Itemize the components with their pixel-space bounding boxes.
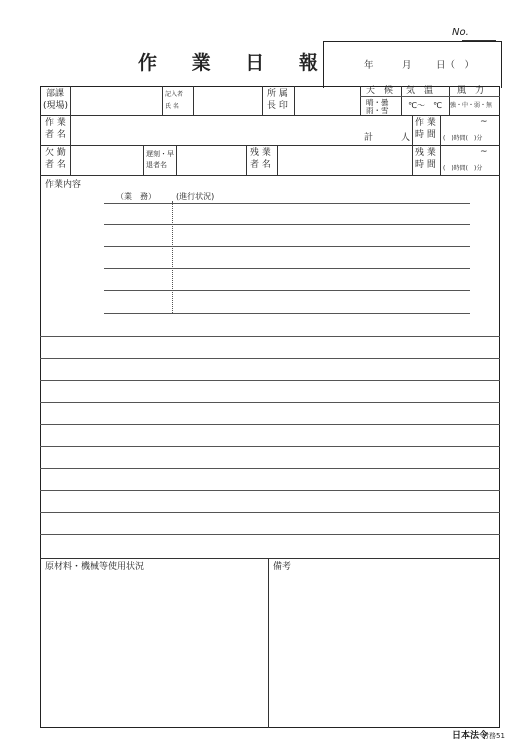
wind-label: 風 力 — [457, 86, 485, 96]
work-entry-line — [104, 224, 470, 225]
work-hours-sub-label: 時 間 — [415, 130, 436, 140]
worker-name-label: 者 名 — [45, 130, 66, 140]
cell-divider — [143, 145, 144, 175]
work-entry-line — [104, 313, 470, 314]
cell-divider — [401, 86, 402, 115]
publisher-logo: 日本法令 — [452, 731, 489, 741]
cell-divider — [277, 145, 278, 175]
row-divider — [40, 145, 500, 146]
cell-divider — [294, 86, 295, 115]
ruled-line — [40, 424, 500, 425]
writer-label: 記入者 — [165, 91, 184, 98]
dept-label: 部課 — [46, 89, 65, 99]
work-entry-line — [104, 290, 470, 291]
materials-label: 原材料・機械等使用状況 — [45, 562, 145, 572]
work-content-label: 作業内容 — [45, 180, 82, 190]
cell-divider — [412, 115, 413, 145]
cell-divider — [70, 115, 71, 145]
work-hours-label: 作 業 — [415, 118, 436, 128]
ruled-line — [40, 490, 500, 491]
overtime-hours-label: 残 業 — [415, 148, 436, 158]
ruled-line — [40, 402, 500, 403]
work-entry-line — [104, 203, 470, 204]
cell-divider — [449, 86, 450, 115]
temperature-label: 気 温 — [406, 86, 434, 96]
ruled-line — [40, 534, 500, 535]
temperature-range: ℃～ ℃ — [408, 101, 442, 110]
date-box — [323, 41, 502, 88]
cell-divider — [440, 115, 441, 145]
weather-values: 雨・雪 — [366, 106, 389, 115]
row-divider — [40, 175, 500, 176]
cell-divider — [162, 86, 163, 115]
ruled-line — [40, 468, 500, 469]
form-code: 労務51 — [482, 732, 505, 740]
late-early-label: 遅刻・早 — [146, 150, 174, 158]
dept-sub-label: (現場) — [43, 101, 69, 111]
cell-divider — [360, 86, 361, 115]
writer-name-label: 氏 名 — [165, 103, 179, 110]
cell-divider — [176, 145, 177, 175]
bottom-section-divider — [40, 558, 500, 559]
late-early-name-label: 退者名 — [146, 161, 167, 169]
cell-divider — [193, 86, 194, 115]
bottom-column-divider — [268, 558, 269, 728]
work-column-divider — [172, 201, 173, 313]
cell-divider — [262, 86, 263, 115]
number-label: No. — [452, 27, 469, 38]
overtime-hours-tilde: ~ — [480, 147, 488, 157]
overtime-hours-sub-label: 時 間 — [415, 160, 436, 170]
cell-divider — [246, 145, 247, 175]
absent-name-label: 者 名 — [45, 160, 66, 170]
ruled-line — [40, 336, 500, 337]
absent-label: 欠 勤 — [45, 148, 66, 158]
remarks-label: 備考 — [273, 562, 292, 572]
cell-divider — [70, 86, 71, 115]
cell-divider — [70, 145, 71, 175]
cell-divider — [412, 145, 413, 175]
person-unit: 人 — [401, 133, 411, 143]
row-divider — [40, 115, 500, 116]
cell-divider — [440, 145, 441, 175]
weather-values: 晴・曇 — [366, 98, 389, 107]
month-label: 月 — [402, 60, 412, 71]
total-label: 計 — [364, 133, 374, 143]
ruled-line — [40, 446, 500, 447]
overtime-label: 残 業 — [250, 148, 271, 158]
form-frame — [40, 86, 500, 728]
ruled-line — [40, 512, 500, 513]
chief-seal-label: 長 印 — [267, 101, 288, 111]
page-title: 作 業 日 報 — [138, 52, 332, 74]
cell-divider — [360, 96, 500, 97]
weather-label: 天 候 — [366, 86, 394, 96]
wind-values: 強・中・弱・無 — [450, 102, 493, 109]
chief-label: 所 属 — [267, 89, 288, 99]
ruled-line — [40, 380, 500, 381]
worker-label: 作 業 — [45, 118, 66, 128]
ruled-line — [40, 358, 500, 359]
overtime-name-label: 者 名 — [250, 160, 271, 170]
work-entry-line — [104, 268, 470, 269]
progress-header: (進行状況) — [176, 192, 215, 201]
task-header: （業 務） — [116, 192, 156, 201]
year-label: 年 — [364, 60, 374, 71]
work-entry-line — [104, 246, 470, 247]
work-hours-format: ( )時間( )分 — [443, 135, 483, 142]
overtime-hours-format: ( )時間( )分 — [443, 165, 483, 172]
work-hours-tilde: ~ — [480, 117, 488, 127]
day-label: 日（ ） — [436, 60, 475, 71]
